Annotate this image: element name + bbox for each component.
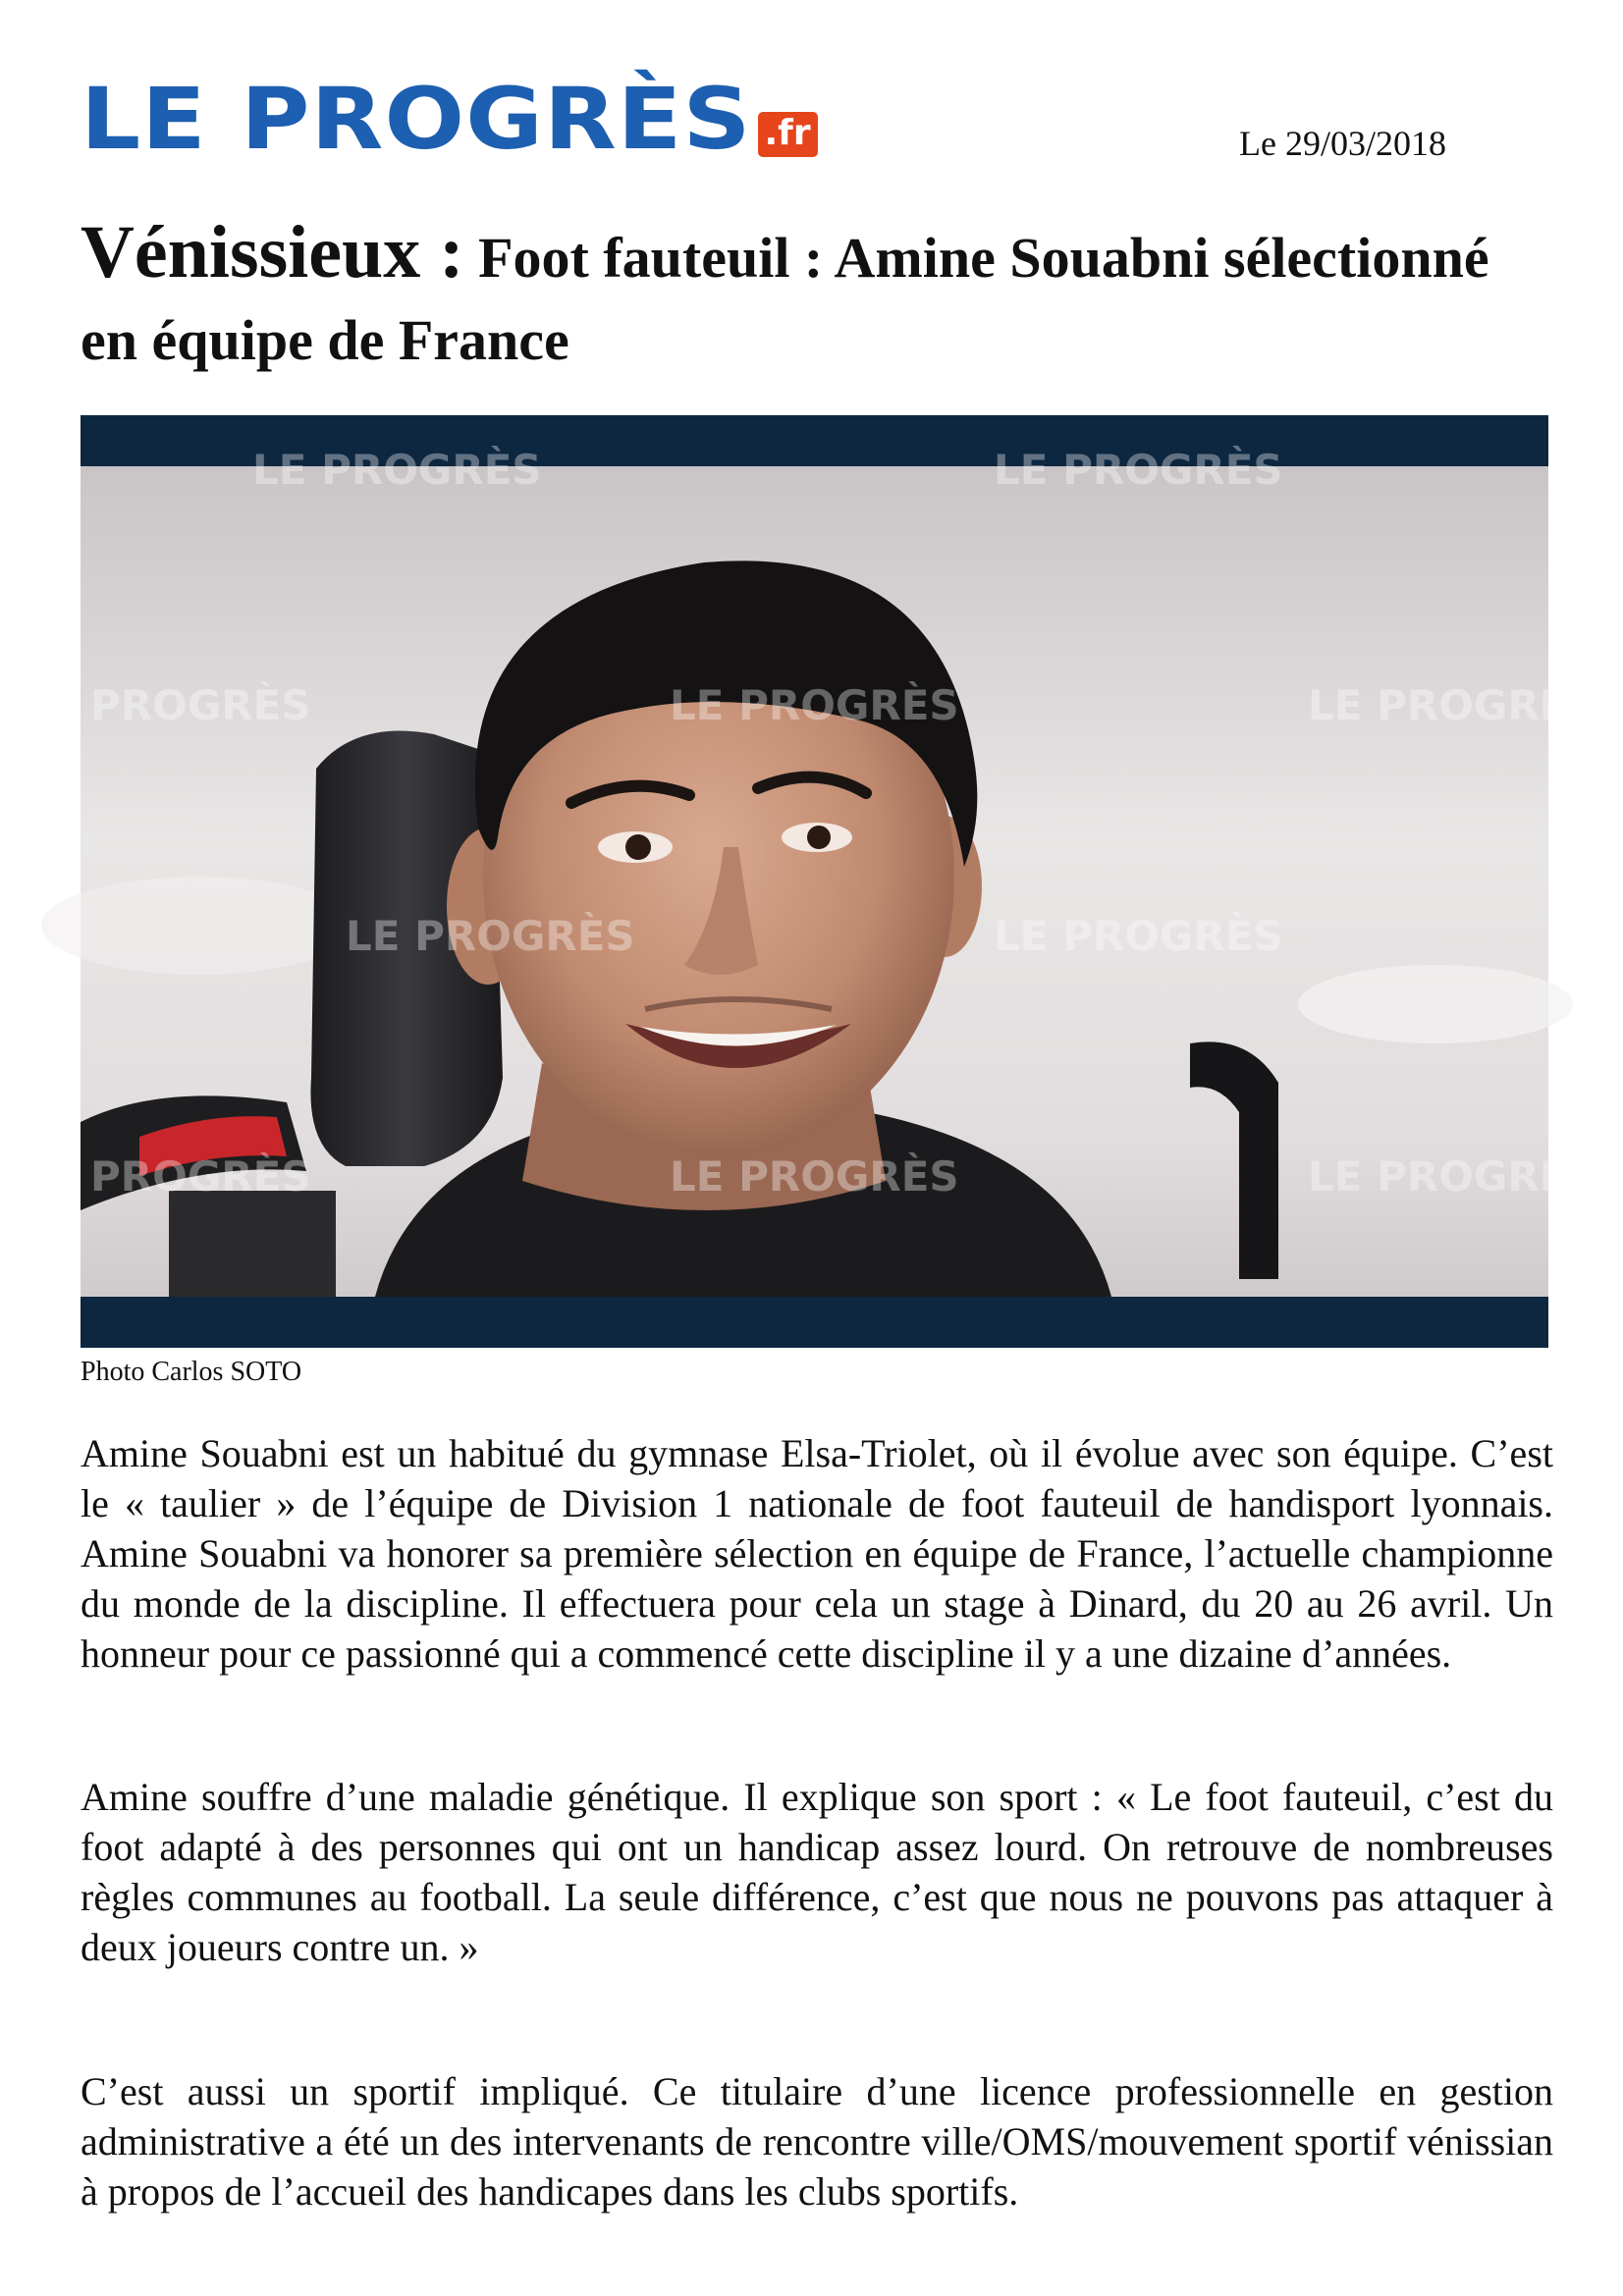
logo-wordmark: LE PROGRÈS — [81, 69, 752, 169]
masthead-logo[interactable] — [81, 69, 818, 171]
article-paragraph-1: Amine Souabni est un habitué du gymnase Elsa-Triolet, où il évolue avec son équipe. C’est le « taulier » de l’équipe de Division 1 nationale de foot fauteuil de handisport lyonnais. Amine Souabni va honorer sa première sélection en équipe de France, l’actuelle championne du monde de la discipline. Il effectuera pour cela un stage à Dinard, du 20 au 26 avril. Un honneur pour ce passionné qui a commencé cette discipline il y a une dizaine d’années. — [81, 1431, 1553, 1676]
svg-text:LE PROGRÈS: LE PROGRÈS — [994, 446, 1283, 494]
article-paragraph-2: Amine souffre d’une maladie génétique. Il explique son sport : « Le foot fauteuil, c’est du foot adapté à des personnes qui ont un handicap assez lourd. On retrouve de nombreuses règles communes au football. La seule différence, c’est que nous ne pouvons pas attaquer à deux joueurs contre un. » — [81, 1775, 1553, 1969]
svg-text:PROGRÈS: PROGRÈS — [90, 681, 311, 729]
article-photo — [81, 415, 1597, 1348]
article-paragraph-3: C’est aussi un sportif impliqué. Ce titulaire d’une licence professionnelle en gestion administrative a été un des intervenants de rencontre ville/OMS/mouvement sportif vénissian à propos de l’accueil des handicapes dans les clubs sportifs. — [81, 2069, 1553, 2214]
svg-text:LE PROGRÈS: LE PROGRÈS — [1308, 1152, 1597, 1201]
logo-fr-badge: .fr — [758, 112, 818, 157]
headline-location: Vénissieux : — [81, 211, 464, 294]
article-headline — [81, 211, 1553, 382]
publication-date: Le 29/03/2018 — [1239, 124, 1446, 163]
photo-caption: Photo Carlos SOTO — [81, 1357, 302, 1387]
svg-text:LE PROGRÈS: LE PROGRÈS — [670, 681, 959, 729]
svg-text:LE PROGRÈS: LE PROGRÈS — [252, 446, 542, 494]
headline-title: Foot fauteuil : Amine Souabni sélectionné en équipe de France — [81, 226, 1489, 372]
svg-text:PROGRÈS: PROGRÈS — [90, 1152, 311, 1201]
portrait-illustration — [81, 415, 1597, 1348]
svg-text:LE PROGRÈS: LE PROGRÈS — [346, 912, 635, 960]
svg-text:LE PROGRÈS: LE PROGRÈS — [670, 1152, 959, 1201]
svg-text:LE PROGRÈS: LE PROGRÈS — [1308, 681, 1597, 729]
svg-text:LE PROGRÈS: LE PROGRÈS — [994, 912, 1283, 960]
